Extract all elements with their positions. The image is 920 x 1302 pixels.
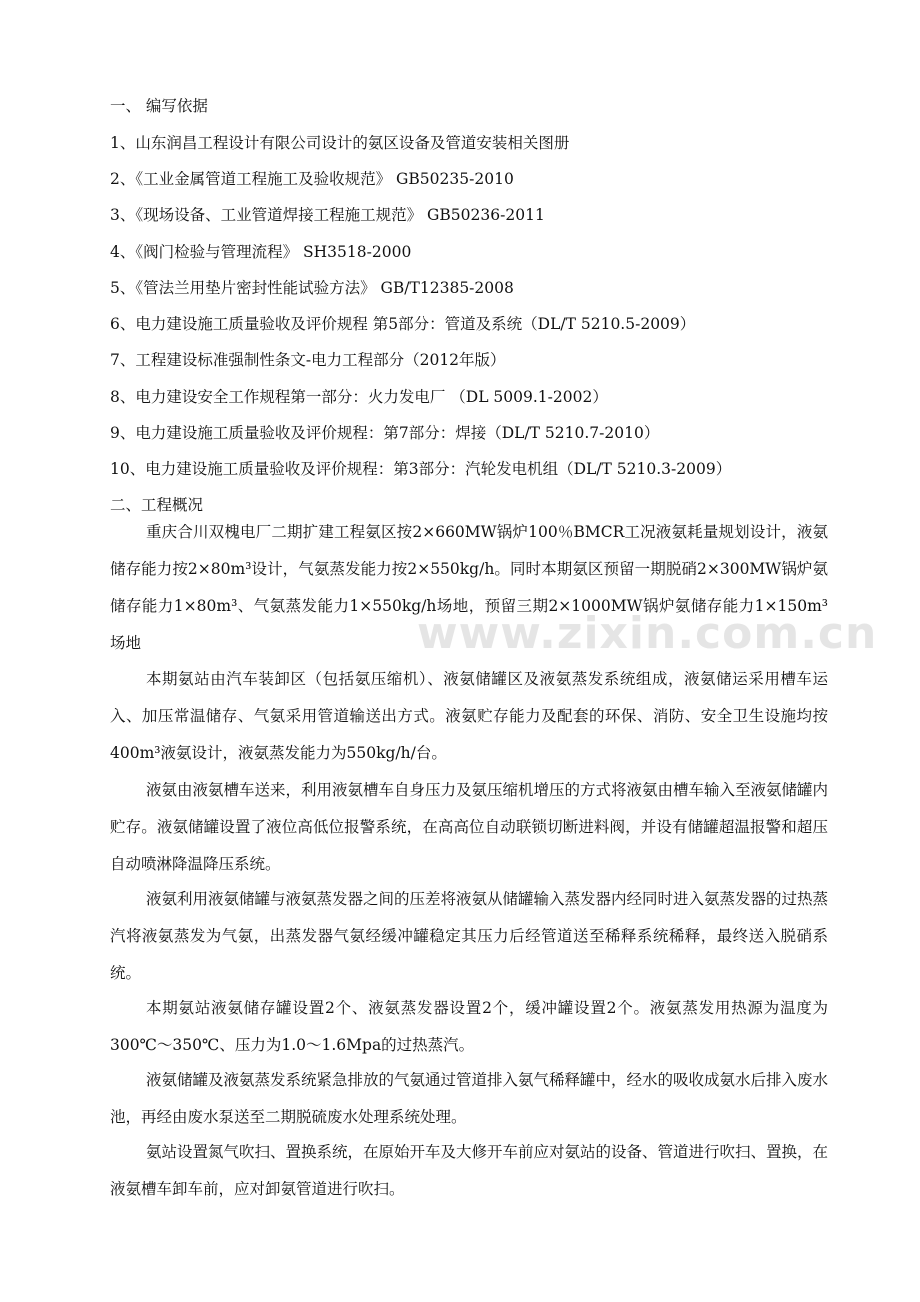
reference-item-7: 7、工程建设标准强制性条文-电力工程部分（2012年版） xyxy=(110,351,506,369)
overview-paragraph-1: 重庆合川双槐电厂二期扩建工程氨区按2×660MW锅炉100％BMCR工况液氨耗量规划设计，液氨储存能力按2×80m³设计，气氨蒸发能力按2×550kg/h。同时本期氨区预留一期脱硝2×300MW锅炉氨储存能力1×80m³、气氨蒸发能力1×550kg/h场地，预留三期2×1000MW锅炉氨储存能力1×150m³场地 xyxy=(110,523,828,652)
overview-paragraph-4: 液氨利用液氨储罐与液氨蒸发器之间的压差将液氨从储罐输入蒸发器内经同时进入氨蒸发器的过热蒸汽将液氨蒸发为气氨，出蒸发器气氨经缓冲罐稳定其压力后经管道送至稀释系统稀释，最终送入脱硝系统。 xyxy=(110,890,829,982)
reference-item-3: 3、《现场设备、工业管道焊接工程施工规范》 GB50236-2011 xyxy=(110,206,545,224)
reference-item-2: 2、《工业金属管道工程施工及验收规范》 GB50235-2010 xyxy=(110,170,514,188)
overview-paragraph-7: 氨站设置氮气吹扫、置换系统，在原始开车及大修开车前应对氨站的设备、管道进行吹扫、置换，在液氨槽车卸车前，应对卸氨管道进行吹扫。 xyxy=(110,1143,829,1198)
reference-item-1: 1、山东润昌工程设计有限公司设计的氨区设备及管道安装相关图册 xyxy=(110,134,570,152)
reference-item-6: 6、电力建设施工质量验收及评价规程 第5部分：管道及系统（DL/T 5210.5-2009） xyxy=(110,315,696,333)
watermark: www.zixin.com.cn xyxy=(417,608,878,659)
reference-item-8: 8、电力建设安全工作规程第一部分：火力发电厂 （DL 5009.1-2002） xyxy=(110,388,608,406)
overview-paragraph-2: 本期氨站由汽车装卸区（包括氨压缩机）、液氨储罐区及液氨蒸发系统组成，液氨储运采用槽车运入、加压常温储存、气氨采用管道输送出方式。液氨贮存能力及配套的环保、消防、安全卫生设施均按400m³液氨设计，液氨蒸发能力为550kg/h/台。 xyxy=(110,670,828,762)
overview-paragraph-6: 液氨储罐及液氨蒸发系统紧急排放的气氨通过管道排入氨气稀释罐中，经水的吸收成氨水后排入废水池，再经由废水泵送至二期脱硫废水处理系统处理。 xyxy=(110,1071,829,1126)
section-1-heading: 一、 编写依据 xyxy=(110,97,208,115)
reference-item-9: 9、电力建设施工质量验收及评价规程：第7部分：焊接（DL/T 5210.7-2010） xyxy=(110,424,660,442)
section-2-heading: 二、工程概况 xyxy=(110,496,204,514)
reference-item-4: 4、《阀门检验与管理流程》 SH3518-2000 xyxy=(110,243,412,261)
reference-item-10: 10、电力建设施工质量验收及评价规程：第3部分：汽轮发电机组（DL/T 5210.3-2009） xyxy=(110,460,732,478)
overview-paragraph-3: 液氨由液氨槽车送来，利用液氨槽车自身压力及氨压缩机增压的方式将液氨由槽车输入至液氨储罐内贮存。液氨储罐设置了液位高低位报警系统，在高高位自动联锁切断进料阀，并设有储罐超温报警和超压自动喷淋降温降压系统。 xyxy=(110,781,829,873)
reference-item-5: 5、《管法兰用垫片密封性能试验方法》 GB/T12385-2008 xyxy=(110,279,514,297)
overview-paragraph-5: 本期氨站液氨储存罐设置2个、液氨蒸发器设置2个，缓冲罐设置2个。液氨蒸发用热源为温度为300℃～350℃、压力为1.0～1.6Mpa的过热蒸汽。 xyxy=(110,999,828,1054)
